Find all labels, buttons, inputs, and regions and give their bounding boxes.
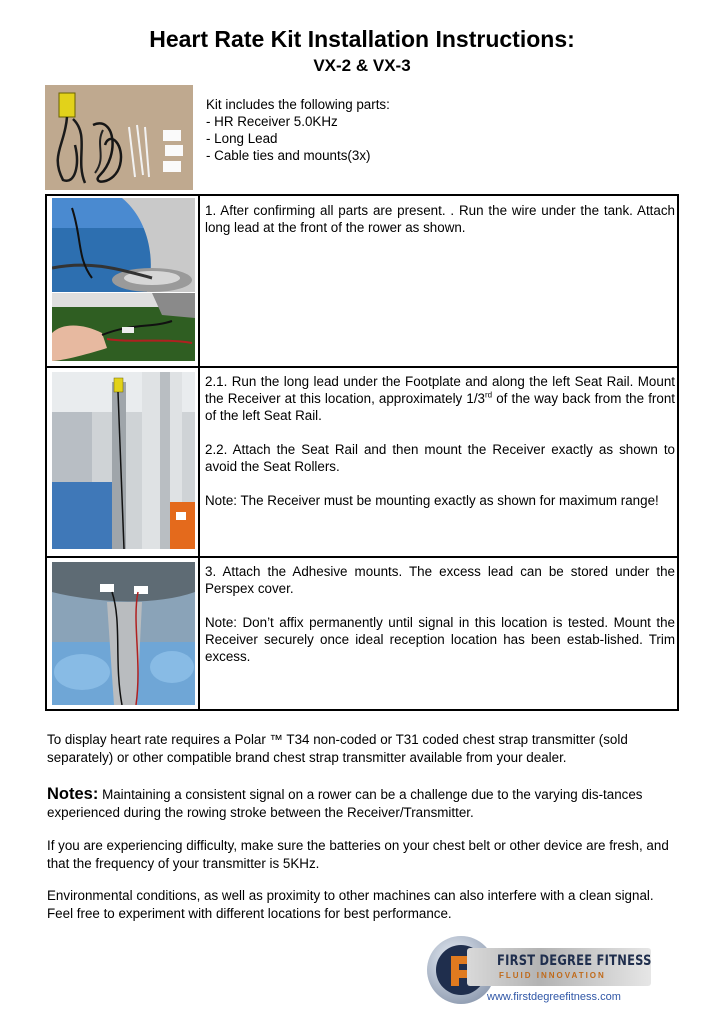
difficulty-paragraph: If you are experiencing difficulty, make sure the batteries on your chest belt or other device are fresh, and that the frequency of your transmitter is 5KHz.	[47, 838, 669, 871]
table-row-divider	[47, 556, 677, 558]
kit-item: - Long Lead	[206, 131, 278, 146]
page-title: Heart Rate Kit Installation Instructions:	[149, 26, 575, 52]
kit-parts-photo	[45, 85, 193, 190]
step2-text	[205, 373, 675, 526]
kit-item: - Cable ties and mounts(3x)	[206, 148, 371, 163]
environment-paragraph: Environmental conditions, as well as proximity to other machines can also interfere with a clean signal. Feel free to experiment with different locations for best performance.	[47, 888, 654, 921]
step3-cover-photo	[52, 562, 195, 705]
table-column-divider	[198, 196, 200, 709]
step1-tank-photo	[52, 198, 195, 292]
step3-text	[205, 563, 675, 682]
step2-paragraph-2: 2.2. Attach the Seat Rail and then mount the Receiver exactly as shown to avoid the Seat Rollers.	[205, 442, 675, 474]
logo-tagline: FLUID INNOVATION	[499, 971, 606, 980]
logo-company-name: FIRST DEGREE FITNESS	[497, 953, 652, 969]
kit-item: - HR Receiver 5.0KHz	[206, 114, 338, 129]
kit-intro: Kit includes the following parts:	[206, 97, 390, 112]
notes-paragraph	[47, 785, 677, 822]
steps-table	[45, 194, 679, 711]
notes-body: Maintaining a consistent signal on a rower can be a challenge due to the varying dis-tances experienced during the rowing stroke between the Receiver/Transmitter.	[47, 787, 643, 820]
step1-text	[205, 202, 675, 253]
step3-note: Note: Don’t affix permanently until signal in this location is tested. Mount the Receiver securely once ideal reception location has been estab-lished. Trim excess.	[205, 615, 675, 664]
step3-paragraph-1: 3. Attach the Adhesive mounts. The excess lead can be stored under the Perspex cover.	[205, 564, 675, 596]
transmitter-paragraph: To display heart rate requires a Polar ™ T34 non-coded or T31 coded chest strap transmitter (sold separately) or other compatible brand chest strap transmitter available from your dealer.	[47, 732, 628, 765]
step1-lead-photo	[52, 293, 195, 361]
company-logo	[425, 930, 651, 1012]
table-row-divider	[47, 366, 677, 368]
notes-heading: Notes:	[47, 785, 99, 803]
step2-note: Note: The Receiver must be mounting exactly as shown for maximum range!	[205, 493, 659, 508]
step2-seat-rail-photo	[52, 372, 195, 549]
page-subtitle: VX-2 & VX-3	[313, 56, 411, 75]
kit-parts-list	[206, 96, 390, 164]
logo-website-url[interactable]: www.firstdegreefitness.com	[487, 991, 621, 1003]
step1-paragraph: 1. After confirming all parts are present. . Run the wire under the tank. Attach long lead at the front of the rower as shown.	[205, 203, 675, 235]
step2-paragraph-1: 2.1. Run the long lead under the Footplate and along the left Seat Rail. Mount the Receiver at this location, approximately 1/3rd of the way back from the front of the left Seat Rail.	[205, 374, 675, 423]
